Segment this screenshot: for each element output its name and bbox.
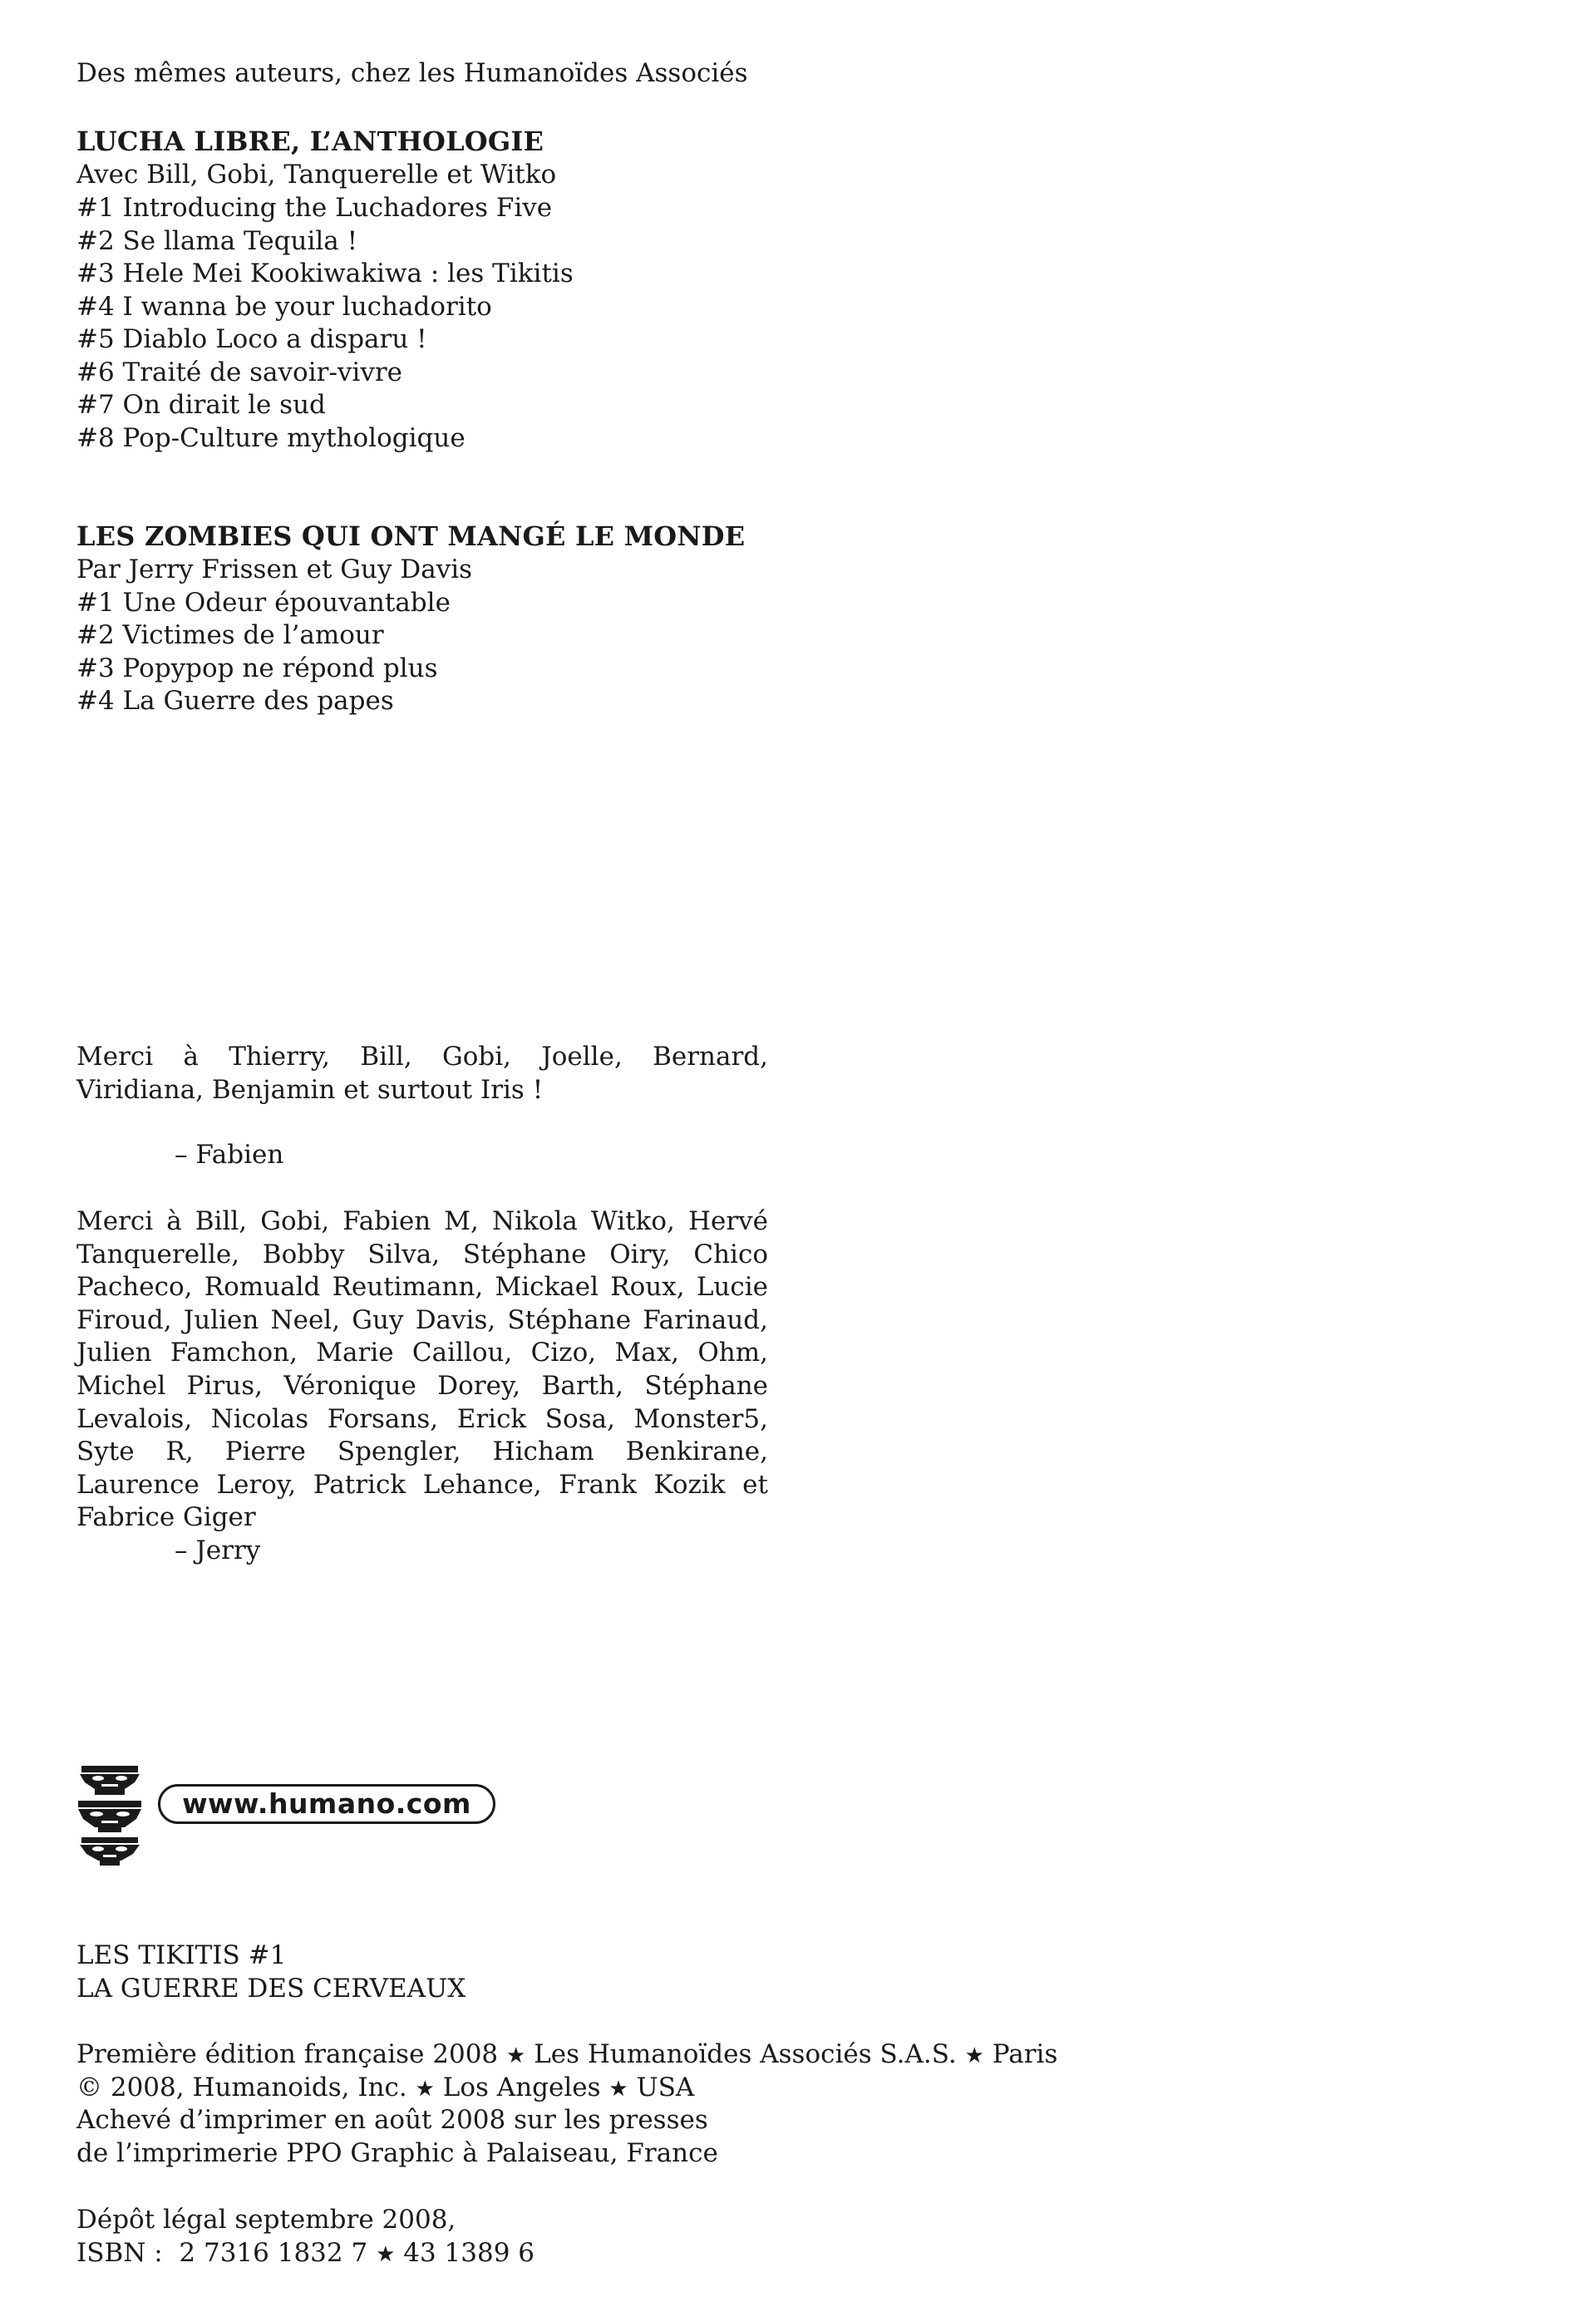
volume-item: #8 Pop-Culture mythologique bbox=[76, 423, 466, 453]
copyright-line bbox=[76, 2071, 694, 2106]
star-icon: ★ bbox=[964, 2043, 984, 2068]
volume-item: #3 Popypop ne répond plus bbox=[76, 653, 438, 683]
isbn-text: 43 1389 6 bbox=[403, 2238, 535, 2268]
thanks-paragraph: Merci à Bill, Gobi, Fabien M, Nikola Witko, Hervé Tanquerelle, Bobby Silva, Stéphane Oiry, Chico Pacheco, Romuald Reutimann, Mickael Roux, Lucie Firoud, Julien Neel, Guy Davis, Stéphane Farinaud, Julien Famchon, Marie Caillou, Cizo, Max, Ohm, Michel Pirus, Véronique Dorey, Barth, Stéphane Levalois, Nicolas Forsans, Erick Sosa, Monster5, Syte R, Pierre Spengler, Hicham Benkirane, Laurence Leroy, Patrick Lehance, Frank Kozik et Fabrice Giger bbox=[76, 1206, 768, 1533]
copyright-text: USA bbox=[636, 2073, 695, 2102]
isbn-line bbox=[76, 2236, 534, 2271]
volume-item: #2 Victimes de l’amour bbox=[76, 620, 384, 650]
series-credits: Avec Bill, Gobi, Tanquerelle et Witko bbox=[76, 160, 557, 190]
printer-line: Achevé d’imprimer en août 2008 sur les presses bbox=[76, 2105, 708, 2135]
tiki-totem-icon bbox=[76, 1764, 143, 1867]
book-title-line: LA GUERRE DES CERVEAUX bbox=[76, 1974, 466, 2004]
volume-item: #5 Diablo Loco a disparu ! bbox=[76, 324, 427, 354]
volume-item: #6 Traité de savoir-vivre bbox=[76, 357, 403, 387]
edition-text: Paris bbox=[992, 2039, 1058, 2069]
edition-text: Les Humanoïdes Associés S.A.S. bbox=[534, 2039, 957, 2069]
star-icon: ★ bbox=[415, 2077, 435, 2102]
website-url[interactable]: www.humano.com bbox=[158, 1784, 495, 1824]
volume-item: #2 Se llama Tequila ! bbox=[76, 226, 358, 256]
star-icon: ★ bbox=[376, 2242, 396, 2267]
copyright-text: Los Angeles bbox=[442, 2073, 601, 2102]
volume-item: #1 Une Odeur épouvantable bbox=[76, 588, 451, 618]
volume-item: #3 Hele Mei Kookiwakiwa : les Tikitis bbox=[76, 259, 574, 288]
volume-item: #1 Introducing the Luchadores Five bbox=[76, 193, 553, 223]
series-credits: Par Jerry Frissen et Guy Davis bbox=[76, 555, 473, 584]
star-icon: ★ bbox=[608, 2077, 628, 2102]
printer-line: de l’imprimerie PPO Graphic à Palaiseau, France bbox=[76, 2138, 718, 2168]
thanks-paragraph: Merci à Thierry, Bill, Gobi, Joelle, Bernard, Viridiana, Benjamin et surtout Iris ! bbox=[76, 1042, 768, 1105]
series-title: LES ZOMBIES QUI ONT MANGÉ LE MONDE bbox=[76, 520, 746, 552]
intro-line: Des mêmes auteurs, chez les Humanoïdes Associés bbox=[76, 58, 748, 88]
volume-item: #4 La Guerre des papes bbox=[76, 686, 394, 716]
star-icon: ★ bbox=[506, 2043, 526, 2068]
copyright-text: © 2008, Humanoids, Inc. bbox=[76, 2073, 407, 2102]
edition-line bbox=[76, 2038, 1057, 2073]
isbn-text: ISBN : 2 7316 1832 7 bbox=[76, 2238, 368, 2268]
edition-text: Première édition française 2008 bbox=[76, 2039, 499, 2069]
signature: – Fabien bbox=[175, 1140, 284, 1170]
book-title-line: LES TIKITIS #1 bbox=[76, 1940, 287, 1970]
signature: – Jerry bbox=[175, 1535, 261, 1565]
legal-deposit-line: Dépôt légal septembre 2008, bbox=[76, 2205, 456, 2235]
volume-item: #4 I wanna be your luchadorito bbox=[76, 292, 492, 322]
series-title: LUCHA LIBRE, L’ANTHOLOGIE bbox=[76, 126, 544, 157]
volume-item: #7 On dirait le sud bbox=[76, 390, 326, 420]
